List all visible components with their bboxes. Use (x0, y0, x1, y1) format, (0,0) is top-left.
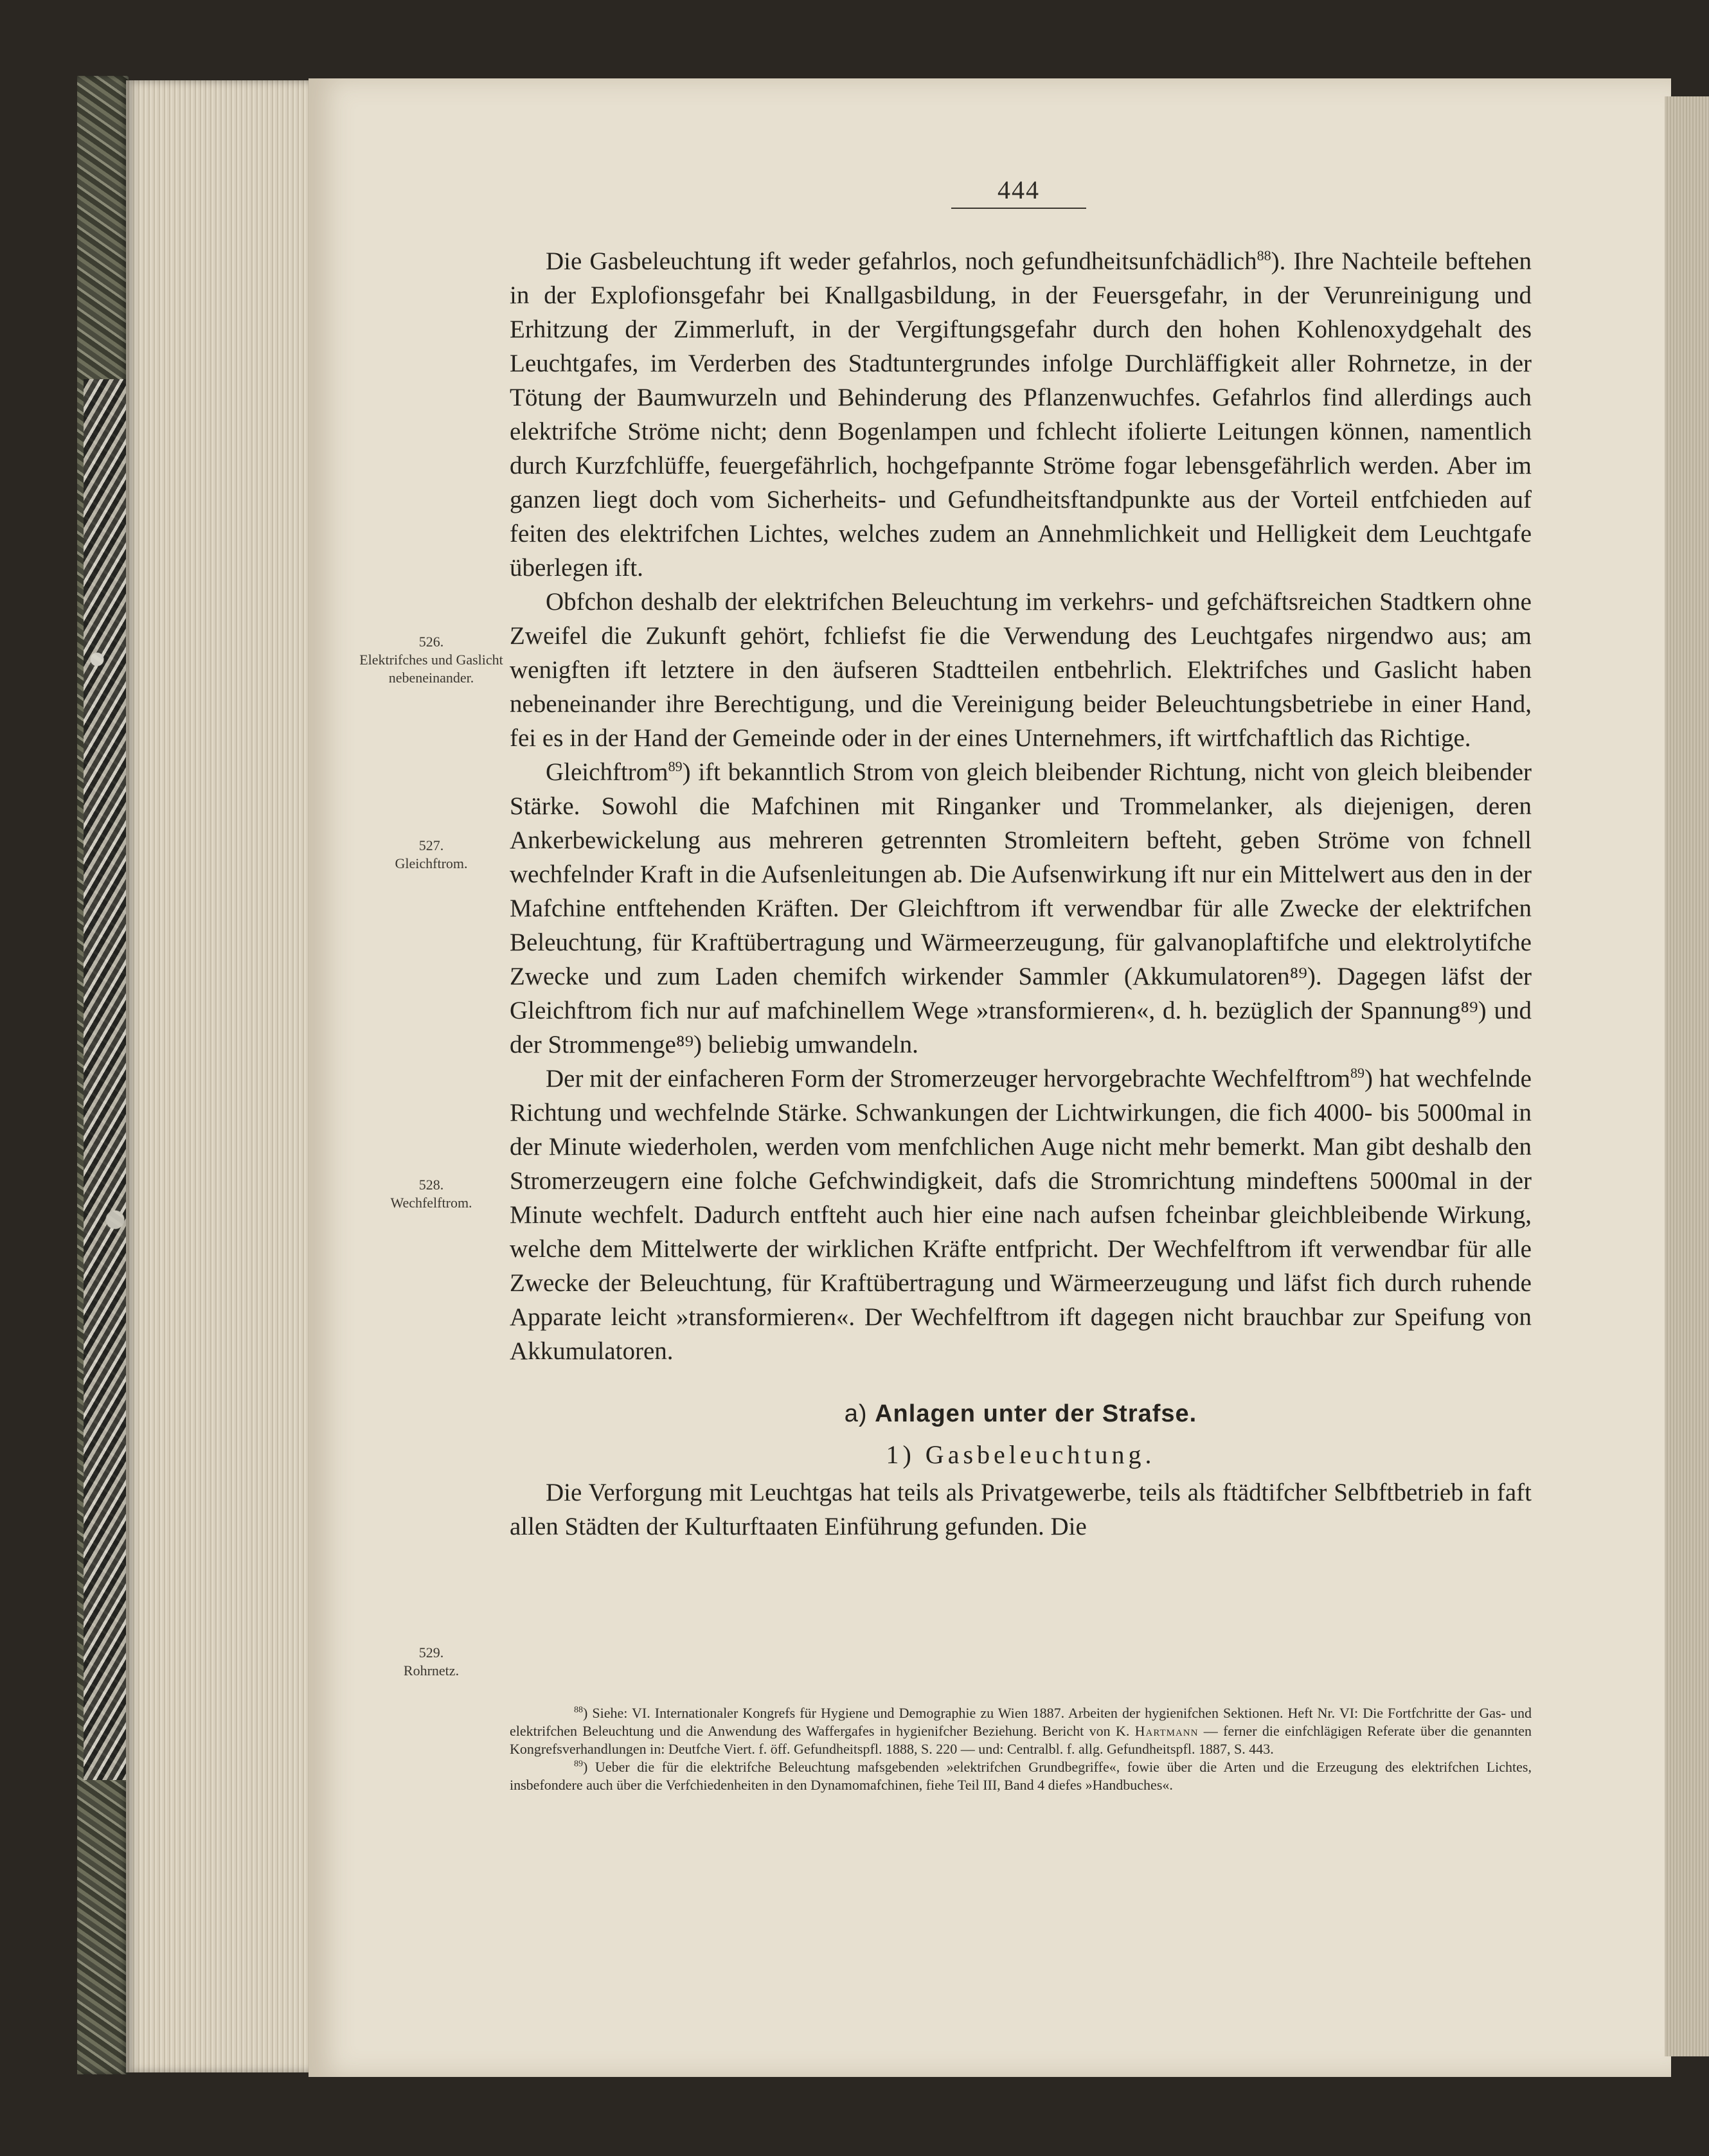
paragraph: Gleichftrom$^{89}$) ift bekanntlich Strom von gleich bleibender Richtung, nicht von gleich bleibender Stärke. Sowohl die Mafchinen mit Ringanker und Trommelanker, als diejenigen, deren Ankerbewickelung aus mehreren getrennten Stromleitern befteht, geben Ströme von fchnell wechfelnder Kraft in die Aufsenleitungen ab. Die Aufsenwirkung ift nur ein Mittelwert aus den in der Mafchine entftehenden Kräften. Der Gleichftrom ift verwendbar für alle Zwecke der elektrifchen Beleuchtung, für Kraftübertragung und Wärmeerzeugung, für galvanoplaftifche und elektrolytifche Zwecke und zum Laden chemifch wirkender Sammler (Akkumulatoren⁸⁹). Dagegen läfst der Gleichftrom fich nur auf mafchinellem Wege »transformieren«, d. h. bezüglich der Spannung⁸⁹) und der Strommenge⁸⁹) beliebig umwandeln. (510, 758, 1532, 1058)
paragraph: Der mit der einfacheren Form der Stromerzeuger hervorgebrachte Wechfelftrom$^{89}$) hat wechfelnde Richtung und wechfelnde Stärke. Schwankungen der Lichtwirkungen, die fich 4000- bis 5000mal in der Minute wiederholen, werden vom menfchlichen Auge nicht mehr bemerkt. Man gibt deshalb den Stromerzeugern eine folche Gefchwindigkeit, dafs die Stromrichtung mindeftens 5000mal in der Minute wechfelt. Dadurch entfteht auch hier eine nach aufsen fcheinbar gleichbleibende Wirkung, welche dem Mittelwerte der wirklichen Kräfte entfpricht. Der Wechfelftrom ift verwendbar für alle Zwecke der Beleuchtung, für Kraftübertragung und Wärmeerzeugung und läfst fich durch ruhende Apparate leicht »transformieren«. Der Wechfelftrom ift dagegen nicht brauchbar zur Speifung von Akkumulatoren. (510, 1065, 1532, 1365)
paragraph: Die Gasbeleuchtung ift weder gefahrlos, noch gefundheitsunfchädlich$^{88}$). Ihre Nachteile beftehen in der Explofionsgefahr bei Knallgasbildung, in der Feuersgefahr, in der Verunreinigung und Erhitzung der Zimmerluft, in der Vergiftungsgefahr durch den hohen Kohlenoxydgehalt des Leuchtgafes, im Verderben des Stadtuntergrundes infolge Durchläffigkeit aller Rohrnetze, in der Tötung der Baumwurzeln und Behinderung des Pflanzenwuchfes. Gefahrlos find allerdings auch elektrifche Ströme nicht; denn Bogenlampen und fchlecht ifolierte Leitungen können, namentlich durch Kurzfchlüffe, feuergefährlich, hochgefpannte Ströme fogar lebensgefährlich werden. Aber im ganzen liegt doch vom Sicherheits- und Gefundheitsftandpunkte aus der Vorteil entfchieden auf feiten des elektrifchen Lichtes, welches zudem an Annehmlichkeit und Helligkeit dem Leuchtgafe überlegen ift. (510, 247, 1532, 582)
paragraph: Die Verforgung mit Leuchtgas hat teils als Privatgewerbe, teils als ftädtifcher Selbftbetrieb in faft allen Städten der Kulturftaaten Einführung gefunden. Die (510, 1479, 1532, 1540)
footnote-ref: 89 (668, 758, 683, 774)
margin-note-text: Gleichftrom. (395, 855, 468, 871)
margin-note-527 (357, 837, 505, 873)
margin-note-text: Elektrifches und Gaslicht nebeneinander. (359, 652, 503, 686)
page-number: 444 (951, 175, 1086, 209)
footnote-88: $^{88}$) Siehe: VI. Internationaler Kongrefs für Hygiene und Demographie zu Wien 1887. Arbeiten der hygienifchen Sektionen. Heft Nr. VI: Die Fortfchritte der Gas- und elektrifchen Beleuchtung und die Anwendung des Waffergafes in hygienifcher Beziehung. Bericht von K. Hartmann — ferner die einfchlägigen Referate über die genannten Kongrefsverhandlungen in: Deutfche Viert. f. öff. Gefundheitspfl. 1888, S. 220 — und: Centralbl. f. allg. Gefundheitspfl. 1887, S. 443. (510, 1705, 1532, 1757)
footnotes (510, 1704, 1532, 1794)
footnote-ref: 88 (1257, 247, 1271, 263)
margin-note-number: 528. (418, 1177, 444, 1193)
footnote-89: $^{89}$) Ueber die für die elektrifche Beleuchtung mafsgebenden »elektrifchen Grundbegriffe«, fowie über die Arten und die Erzeugung des elektrifchen Lichtes, insbefondere auch über die Verfchiedenheiten in den Dynamomafchinen, fiehe Teil III, Band 4 diefes »Handbuches«. (510, 1759, 1532, 1793)
margin-note-526 (357, 633, 505, 687)
subsection-heading: 1) Gasbeleuchtung. (886, 1440, 1156, 1469)
body-text (510, 244, 1532, 1544)
margin-note-number: 529. (418, 1644, 444, 1661)
margin-note-528 (357, 1176, 505, 1212)
margin-note-text: Rohrnetz. (403, 1662, 460, 1679)
left-page-stack (126, 80, 312, 2072)
right-page-edge (1665, 96, 1709, 2056)
margin-note-text: Wechfelftrom. (390, 1195, 472, 1211)
margin-note-529 (357, 1644, 505, 1680)
footnote-ref: 89 (1350, 1065, 1365, 1081)
margin-note-number: 527. (418, 837, 444, 853)
paragraph: Obfchon deshalb der elektrifchen Beleuchtung im verkehrs- und gefchäftsreichen Stadtkern ohne Zweifel die Zukunft gehört, fchliefst fie die Verwendung des Leuchtgafes nirgendwo aus; am wenigften ift letztere in den äufseren Stadtteilen entbehrlich. Elektrifches und Gaslicht haben nebeneinander ihre Berechtigung, und die Vereinigung beider Beleuchtungsbetriebe in einer Hand, fei es in der Hand der Gemeinde oder in der eines Unternehmers, ift wirtfchaftlich das Richtige. (510, 588, 1532, 752)
margin-note-number: 526. (418, 634, 444, 650)
section-heading: a) Anlagen unter der Strafse. (844, 1400, 1197, 1427)
marbled-cover (84, 379, 129, 1780)
